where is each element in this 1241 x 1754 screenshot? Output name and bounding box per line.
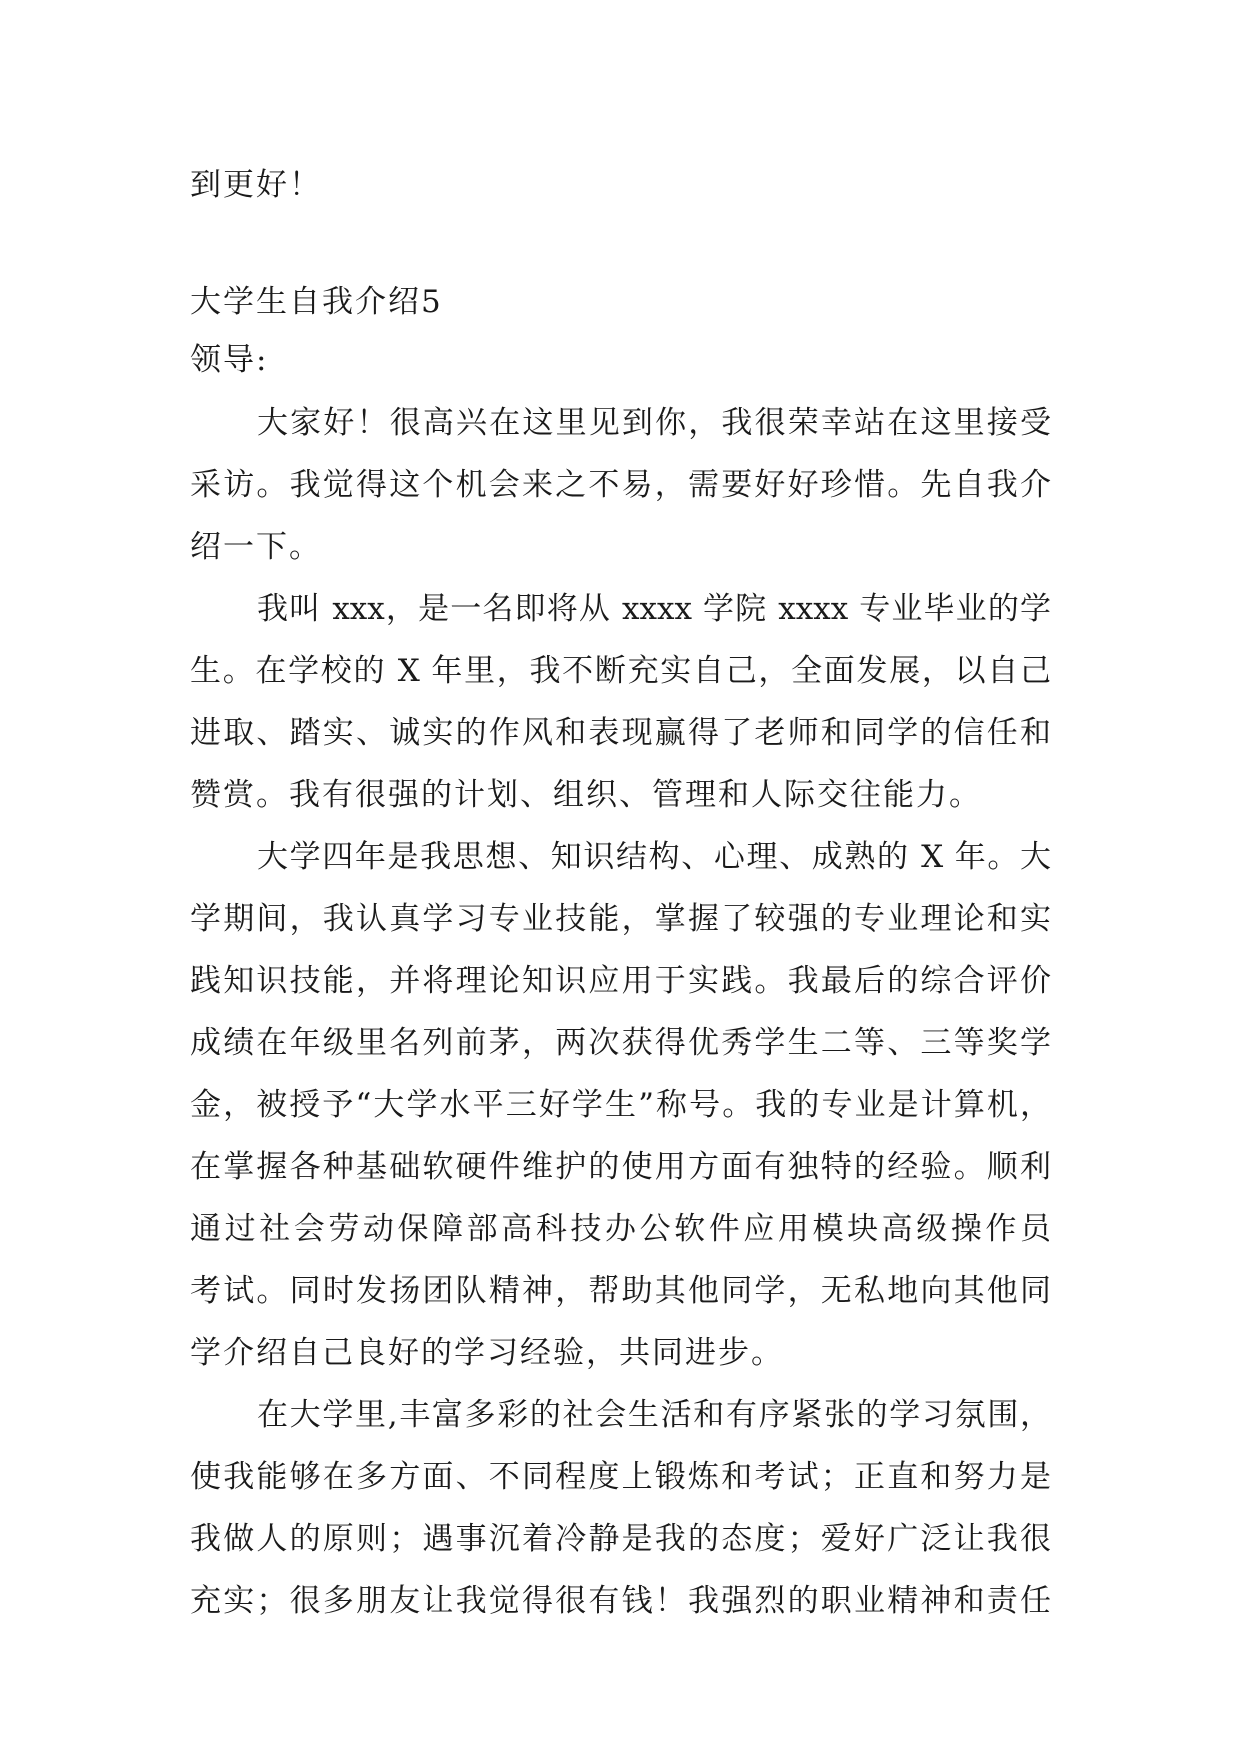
continuation-block bbox=[190, 154, 1051, 216]
paragraph-line: 我叫 xxx，是一名即将从 xxxx 学院 xxxx 专业毕业的学 bbox=[257, 591, 1051, 627]
paragraph-line: 赞赏。我有很强的计划、组织、管理和人际交往能力。 bbox=[190, 777, 982, 813]
salutation: 领导: bbox=[190, 342, 269, 378]
paragraph-line: 在大学里,丰富多彩的社会生活和有序紧张的学习氛围， bbox=[257, 1397, 1051, 1433]
paragraph-line: 我做人的原则；遇事沉着冷静是我的态度；爱好广泛让我很 bbox=[190, 1521, 1051, 1557]
paragraph-line: 生。在学校的 X 年里，我不断充实自己，全面发展，以自己 bbox=[190, 653, 1051, 689]
section-title: 大学生自我介绍5 bbox=[190, 284, 443, 320]
paragraph-3 bbox=[190, 826, 1051, 1384]
paragraph-line: 学期间，我认真学习专业技能，掌握了较强的专业理论和实 bbox=[190, 901, 1051, 937]
paragraph-line: 充实；很多朋友让我觉得很有钱！我强烈的职业精神和责任 bbox=[190, 1583, 1051, 1619]
paragraph-1 bbox=[190, 392, 1051, 578]
continuation-line: 到更好！ bbox=[190, 167, 322, 203]
paragraph-line: 金，被授予“大学水平三好学生”称号。我的专业是计算机， bbox=[190, 1087, 1051, 1123]
paragraph-line: 考试。同时发扬团队精神，帮助其他同学，无私地向其他同 bbox=[190, 1273, 1051, 1309]
paragraph-line: 大家好！很高兴在这里见到你，我很荣幸站在这里接受 bbox=[257, 405, 1051, 441]
paragraph-line: 使我能够在多方面、不同程度上锻炼和考试；正直和努力是 bbox=[190, 1459, 1051, 1495]
paragraph-line: 采访。我觉得这个机会来之不易，需要好好珍惜。先自我介 bbox=[190, 467, 1051, 503]
paragraph-line: 绍一下。 bbox=[190, 529, 322, 565]
paragraph-line: 进取、踏实、诚实的作风和表现赢得了老师和同学的信任和 bbox=[190, 715, 1051, 751]
paragraph-line: 成绩在年级里名列前茅，两次获得优秀学生二等、三等奖学 bbox=[190, 1025, 1051, 1061]
paragraph-4 bbox=[190, 1384, 1051, 1632]
paragraph-line: 在掌握各种基础软硬件维护的使用方面有独特的经验。顺利 bbox=[190, 1149, 1051, 1185]
paragraph-line: 通过社会劳动保障部高科技办公软件应用模块高级操作员 bbox=[190, 1211, 1051, 1247]
paragraph-line: 大学四年是我思想、知识结构、心理、成熟的 X 年。大 bbox=[257, 839, 1051, 875]
body-text bbox=[190, 392, 1051, 1632]
paragraph-2 bbox=[190, 578, 1051, 826]
paragraph-line: 践知识技能，并将理论知识应用于实践。我最后的综合评价 bbox=[190, 963, 1051, 999]
section-header bbox=[190, 273, 1051, 389]
paragraph-line: 学介绍自己良好的学习经验，共同进步。 bbox=[190, 1335, 784, 1371]
